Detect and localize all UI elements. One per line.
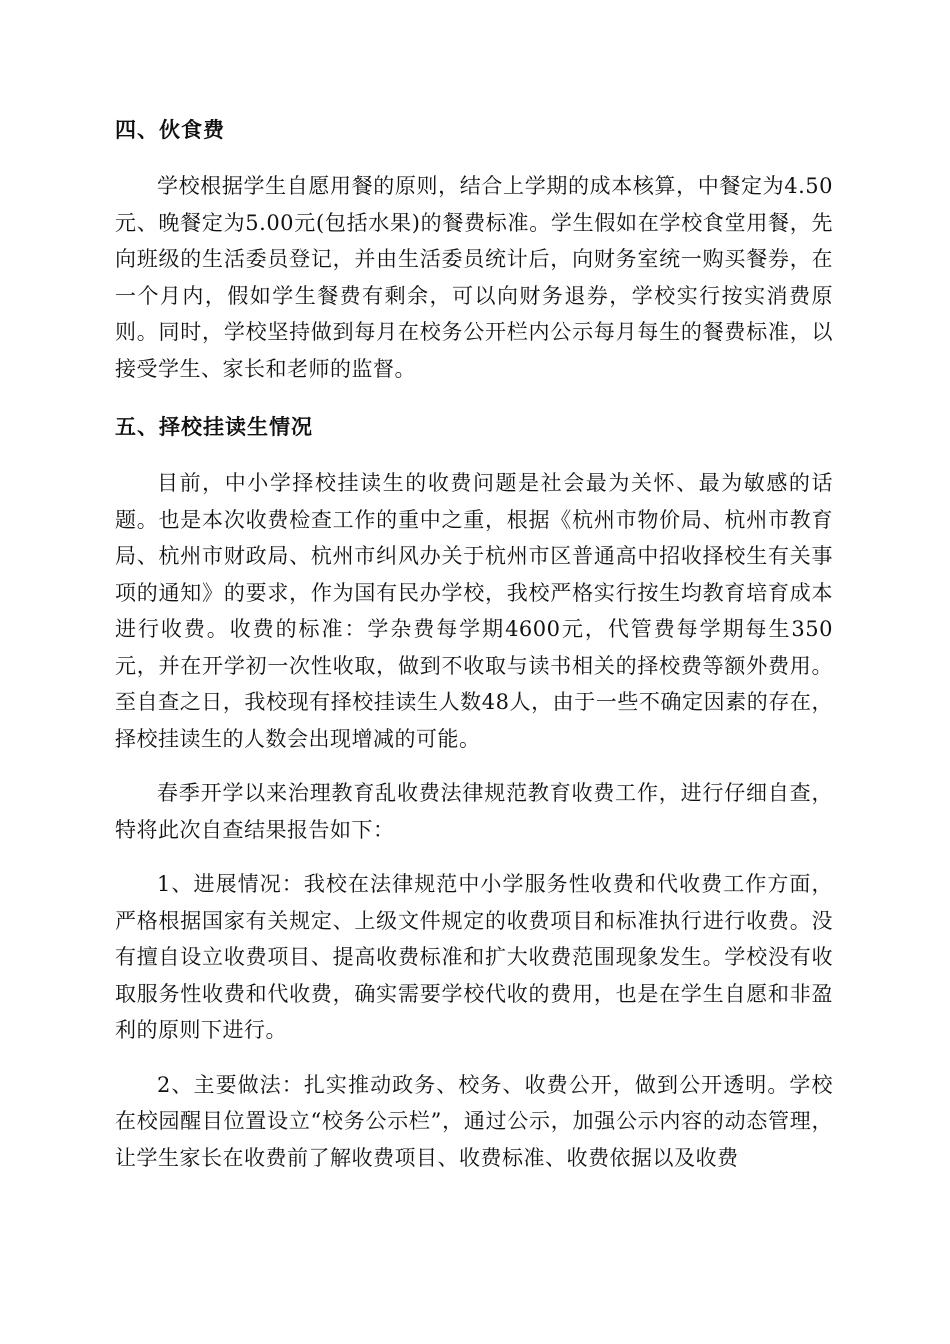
progress-paragraph: 1、进展情况：我校在法律规范中小学服务性收费和代收费工作方面，严格根据国家有关规定、上级文件规定的收费项目和标准执行进行收费。没有擅自设立收费项目、提高收费标准和扩大收费范围现象发生。学校没有收取服务性收费和代收费，确实需要学校代收的费用，也是在学生自愿和非盈利的原则下进行。 — [115, 872, 833, 1042]
meal-fee-paragraph: 学校根据学生自愿用餐的原则，结合上学期的成本核算，中餐定为4.50元、晚餐定为5.00元(包括水果)的餐费标准。学生假如在学校食堂用餐，先向班级的生活委员登记，并由生活委员统计后，向财务室统一购买餐券，在一个月内，假如学生餐费有剩余，可以向财务退券，学校实行按实消费原则。同时，学校坚持做到每月在校务公开栏内公示每月每生的餐费标准，以接受学生、家长和老师的监督。 — [115, 174, 833, 381]
school-choice-paragraph: 目前，中小学择校挂读生的收费问题是社会最为关怀、最为敏感的话题。也是本次收费检查工作的重中之重，根据《杭州市物价局、杭州市教育局、杭州市财政局、杭州市纠风办关于杭州市区普通高中招收择校生有关事项的通知》的要求，作为国有民办学校，我校严格实行按生均教育培育成本进行收费。收费的标准：学杂费每学期4600元，代管费每学期每生350元，并在开学初一次性收取，做到不收取与读书相关的择校费等额外费用。至自查之日，我校现有择校挂读生人数48人，由于一些不确定因素的存在，择校挂读生的人数会出现增减的可能。 — [115, 471, 833, 751]
self-check-intro-paragraph: 春季开学以来治理教育乱收费法律规范教育收费工作，进行仔细自查，特将此次自查结果报告如下： — [115, 781, 833, 842]
main-practices-paragraph: 2、主要做法：扎实推动政务、校务、收费公开，做到公开透明。学校在校园醒目位置设立“校务公示栏”，通过公示，加强公示内容的动态管理，让学生家长在收费前了解收费项目、收费标准、收费依据以及收费 — [115, 1072, 833, 1170]
section-heading-school-choice: 五、择校挂读生情况 — [115, 415, 313, 439]
section-heading-meal-fee: 四、伙食费 — [115, 118, 225, 142]
document-body — [115, 112, 833, 1194]
